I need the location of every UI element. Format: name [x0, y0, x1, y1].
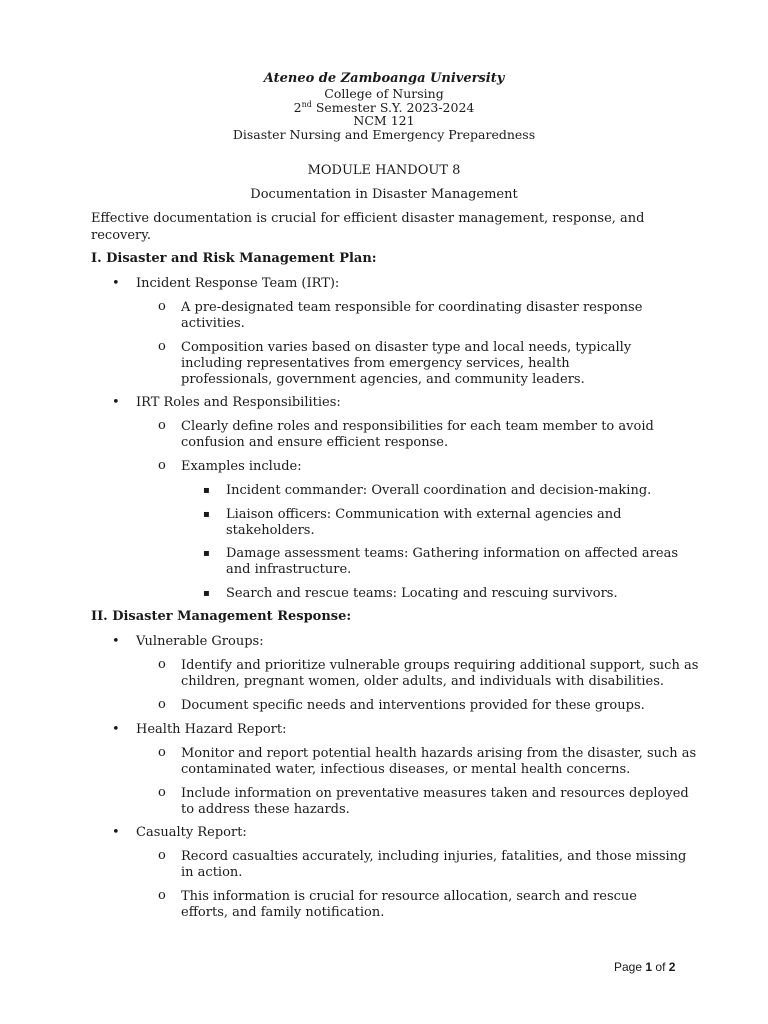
text-line: Document specific needs and interventions provided for these groups.	[181, 698, 645, 713]
circle-marker: o	[158, 785, 166, 800]
circle-marker: o	[158, 697, 166, 712]
bullet-marker: •	[112, 634, 120, 649]
university-name: Ateneo de Zamboanga University	[263, 71, 505, 86]
course-code: NCM 121	[353, 113, 415, 128]
text-line: including representatives from emergency services, health	[181, 356, 570, 371]
circle-marker: o	[158, 339, 166, 354]
text-line: and infrastructure.	[226, 562, 352, 577]
bullet-marker: •	[112, 825, 120, 840]
text-line: Search and rescue teams: Locating and rescuing survivors.	[226, 586, 618, 601]
section-2-item-hazard: Health Hazard Report:	[136, 722, 287, 737]
square-marker: ▪	[203, 485, 210, 496]
current-page: 1	[645, 960, 653, 974]
text-line: Examples include:	[181, 459, 302, 474]
section-1-heading: I. Disaster and Risk Management Plan:	[91, 251, 377, 266]
intro-line-2: recovery.	[91, 228, 152, 243]
text-line: children, pregnant women, older adults, and individuals with disabilities.	[181, 674, 665, 689]
intro-line-1: Effective documentation is crucial for efficient disaster management, response, and	[91, 211, 645, 226]
section-1-item-irt: Incident Response Team (IRT):	[136, 276, 340, 291]
text-line: contaminated water, infectious diseases, or mental health concerns.	[181, 762, 631, 777]
section-2-heading: II. Disaster Management Response:	[91, 609, 352, 624]
bullet-marker: •	[112, 395, 120, 410]
section-2-item-vulnerable: Vulnerable Groups:	[136, 634, 264, 649]
college-name: College of Nursing	[324, 86, 444, 101]
total-pages: 2	[668, 960, 676, 974]
semester-number: 2	[293, 100, 302, 115]
text-line: Composition varies based on disaster type and local needs, typically	[181, 340, 632, 355]
text-line: Clearly define roles and responsibilities for each team member to avoid	[181, 419, 654, 434]
text-line: Damage assessment teams: Gathering information on affected areas	[226, 546, 678, 561]
text-line: This information is crucial for resource allocation, search and rescue	[181, 889, 637, 904]
module-subtitle: Documentation in Disaster Management	[250, 187, 518, 202]
square-marker: ▪	[203, 548, 210, 559]
text-line: Identify and prioritize vulnerable groups requiring additional support, such as	[181, 658, 699, 673]
text-line: in action.	[181, 865, 243, 880]
text-line: professionals, government agencies, and community leaders.	[181, 372, 585, 387]
of-label: of	[655, 960, 666, 974]
square-marker: ▪	[203, 509, 210, 520]
circle-marker: o	[158, 888, 166, 903]
square-marker: ▪	[203, 588, 210, 599]
circle-marker: o	[158, 458, 166, 473]
bullet-marker: •	[112, 722, 120, 737]
circle-marker: o	[158, 299, 166, 314]
circle-marker: o	[158, 657, 166, 672]
circle-marker: o	[158, 418, 166, 433]
circle-marker: o	[158, 848, 166, 863]
circle-marker: o	[158, 745, 166, 760]
section-1-item-roles: IRT Roles and Responsibilities:	[136, 395, 341, 410]
text-line: Liaison officers: Communication with external agencies and	[226, 507, 622, 522]
text-line: Monitor and report potential health hazards arising from the disaster, such as	[181, 746, 697, 761]
page-label: Page	[614, 960, 643, 974]
section-2-item-casualty: Casualty Report:	[136, 825, 247, 840]
text-line: confusion and ensure efficient response.	[181, 435, 449, 450]
text-line: Incident commander: Overall coordination and decision-making.	[226, 483, 652, 498]
text-line: to address these hazards.	[181, 802, 350, 817]
text-line: activities.	[181, 316, 245, 331]
text-line: A pre-designated team responsible for coordinating disaster response	[181, 300, 643, 315]
bullet-marker: •	[112, 276, 120, 291]
semester-text: Semester S.Y. 2023-2024	[311, 100, 475, 115]
course-title: Disaster Nursing and Emergency Preparedness	[232, 127, 536, 142]
text-line: stakeholders.	[226, 523, 315, 538]
text-line: efforts, and family notification.	[181, 905, 385, 920]
text-line: Include information on preventative measures taken and resources deployed	[181, 786, 689, 801]
module-title: MODULE HANDOUT 8	[307, 163, 461, 178]
text-line: Record casualties accurately, including injuries, fatalities, and those missing	[181, 849, 687, 864]
semester-suffix: nd	[301, 99, 312, 109]
page-number	[614, 960, 675, 974]
